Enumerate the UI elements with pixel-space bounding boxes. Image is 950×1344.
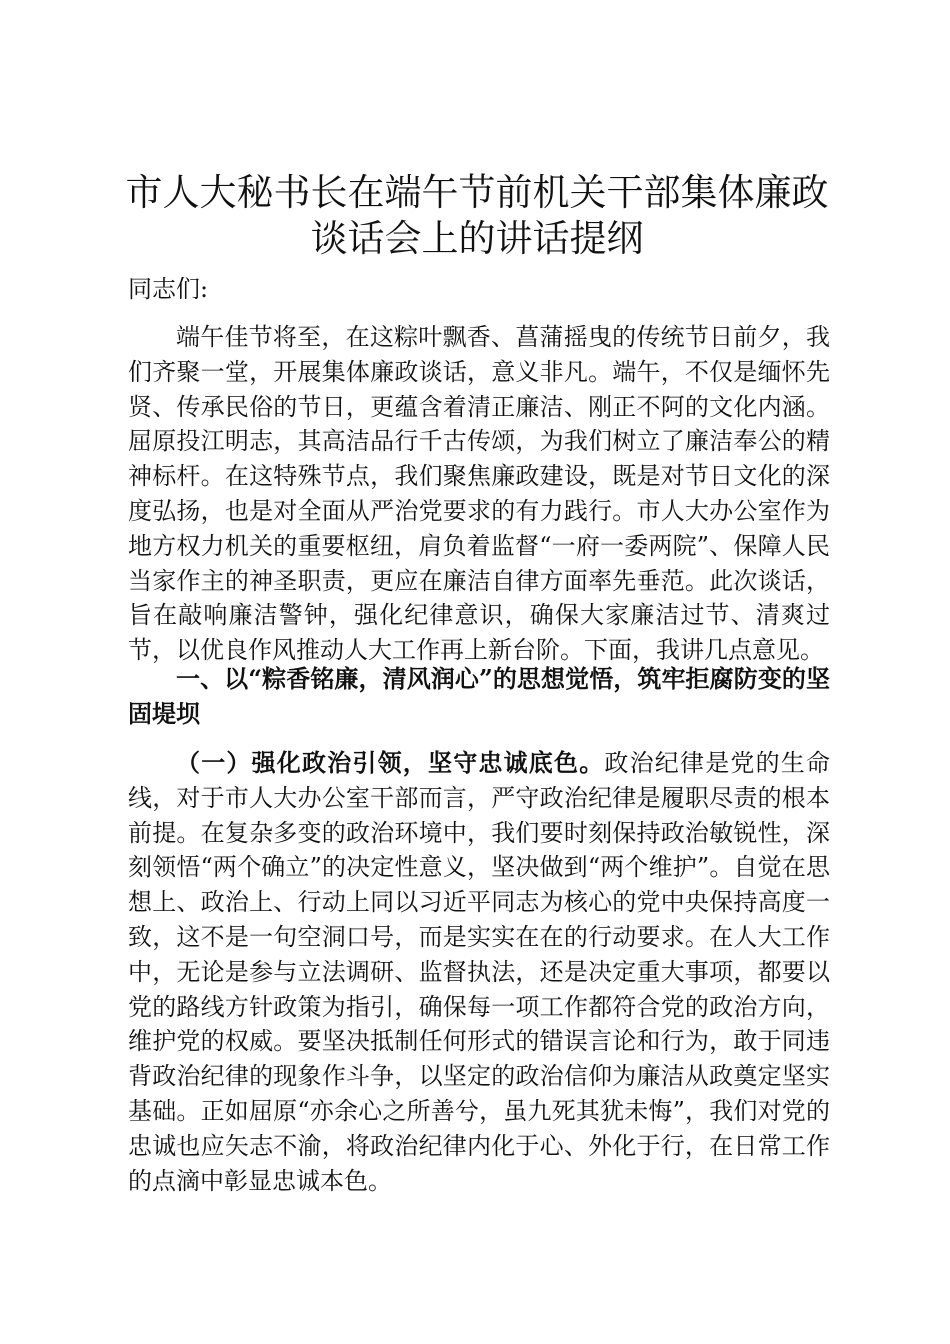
section-heading-1: 一、以“粽香铭廉，清风润心”的思想觉悟，筑牢拒腐防变的坚固堤坝 <box>128 664 830 728</box>
subsection-body: 政治纪律是党的生命线，对于市人大办公室干部而言，严守政治纪律是履职尽责的根本前提。在复杂多变的政治环境中，我们要时刻保持政治敏锐性，深刻领悟“两个确立”的决定性意义，坚决做到“两个维护”。自觉在思想上、政治上、行动上同以习近平同志为核心的党中央保持高度一致，这不是一句空洞口号，而是实实在在的行动要求。在人大工作中，无论是参与立法调研、监督执法，还是决定重大事项，都要以党的路线方针政策为指引，确保每一项工作都符合党的政治方向，维护党的权威。要坚决抵制任何形式的错误言论和行为，敢于同违背政治纪律的现象作斗争，以坚定的政治信仰为廉洁从政奠定坚实基础。正如屈原“亦余心之所善兮，虽九死其犹未悔”，我们对党的忠诚也应矢志不渝，将政治纪律内化于心、外化于行，在日常工作的点滴中彰显忠诚本色。 <box>128 749 831 1195</box>
salutation: 同志们: <box>128 275 209 303</box>
subsection-lead: （一）强化政治引领，坚守忠诚底色。 <box>176 748 605 777</box>
document-title: 市人大秘书长在端午节前机关干部集体廉政谈话会上的讲话提纲 <box>125 171 829 260</box>
paragraph-intro: 端午佳节将至，在这粽叶飘香、菖蒲摇曳的传统节日前夕，我们齐聚一堂，开展集体廉政谈话，意义非凡。端午，不仅是缅怀先贤、传承民俗的节日，更蕴含着清正廉洁、刚正不阿的文化内涵。屈原投江明志，其高洁品行千古传颂，为我们树立了廉洁奉公的精神标杆。在这特殊节点，我们聚焦廉政建设，既是对节日文化的深度弘扬，也是对全面从严治党要求的有力践行。市人大办公室作为地方权力机关的重要枢纽，肩负着监督“一府一委两院”、保障人民当家作主的神圣职责，更应在廉洁自律方面率先垂范。此次谈话，旨在敲响廉洁警钟，强化纪律意识，确保大家廉洁过节、清爽过节，以优良作风推动人大工作再上新台阶。下面，我讲几点意见。 <box>128 323 830 665</box>
paragraph-subsection-1 <box>128 746 830 1198</box>
